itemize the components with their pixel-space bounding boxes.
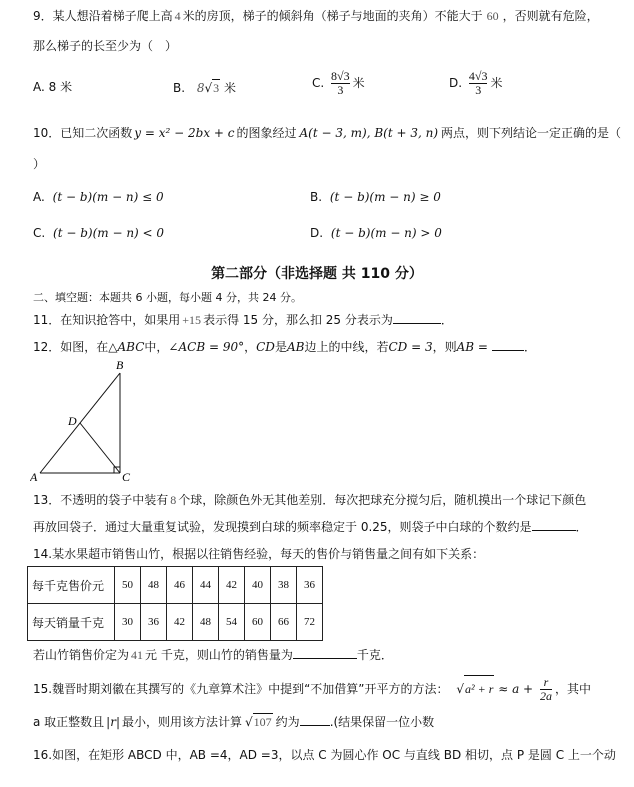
table-cell: 50 xyxy=(115,567,141,604)
q9-line1: 9．某人想沿着梯子爬上高 4 米的房顶，梯子的倾斜角（梯子与地面的夹角）不能大于 60 ，否则就有危险， xyxy=(33,9,599,23)
q10-line1: 10．已知二次函数 y = x² − 2bx + c 的图象经过 A(t − 3, m), B(t + 3, n) 两点，则下列结论一定正确的是（ xyxy=(33,126,622,140)
q10-option-a[interactable]: A. (t − b)(m − n) ≤ 0 xyxy=(33,190,164,204)
table-row xyxy=(28,567,323,604)
q15-line1: 15.魏晋时期刘徽在其撰写的《九章算术注》中提到“不加借算”开平方的方法： √a² + r ≈ a + $\frac{r}{2a}$ ，其中 xyxy=(33,675,591,703)
q9-option-d-fraction: $\frac{4√3}{3}$ xyxy=(468,69,488,97)
q15-line2: a 取正整数且 |r| 最小，则用该方法计算 √107 约为 .(结果保留一位小数 xyxy=(33,715,435,729)
table-cell: 42 xyxy=(167,604,193,641)
label-d: D xyxy=(68,414,77,428)
table-cell: 48 xyxy=(193,604,219,641)
table-cell: 40 xyxy=(245,567,271,604)
q9-option-c[interactable]: C. $\frac{8√3}{3}$ 米 xyxy=(312,69,365,97)
section-heading: 第二部分（非选择题 共 110 分） xyxy=(211,266,423,282)
row-header-sales: 每天销量千克 xyxy=(28,604,115,641)
table-cell: 66 xyxy=(271,604,297,641)
q13-answer-blank[interactable] xyxy=(532,519,576,531)
q14-answer-blank[interactable] xyxy=(293,647,357,659)
table-cell: 38 xyxy=(271,567,297,604)
q10-function: y = x² − 2bx + c xyxy=(134,126,235,140)
q14-intro: 14.某水果超市销售山竹，根据以往销售经验，每天的售价与销售量之间有如下关系： xyxy=(33,547,485,561)
label-b: B xyxy=(116,358,124,372)
q12-triangle-figure xyxy=(30,355,140,485)
q12-answer-blank[interactable] xyxy=(492,339,524,351)
table-cell: 54 xyxy=(219,604,245,641)
q13-line1: 13．不透明的袋子中装有 8 个球，除颜色外无其他差别．每次把球充分搅匀后，随机摸出一个球记下颜色 xyxy=(33,493,587,507)
q16-line: 16.如图，在矩形 ABCD 中，AB =4，AD =3，以点 C 为圆心作 OC 与直线 BD 相切，点 P 是圆 C 上一个动 xyxy=(33,748,616,762)
table-cell: 30 xyxy=(115,604,141,641)
table-cell: 36 xyxy=(297,567,323,604)
q9-option-d[interactable]: D. $\frac{4√3}{3}$ 米 xyxy=(449,69,503,97)
q9-height: 4 xyxy=(174,9,181,23)
q14-price-sales-table xyxy=(27,566,323,641)
q10-option-d[interactable]: D. (t − b)(m − n) > 0 xyxy=(310,226,442,240)
table-cell: 42 xyxy=(219,567,245,604)
q9-line2: 那么梯子的长至少为（ ） xyxy=(33,39,178,53)
q9-option-b[interactable]: B. 8√3 米 xyxy=(173,81,237,95)
q10-option-c[interactable]: C. (t − b)(m − n) < 0 xyxy=(33,226,165,240)
q15-answer-blank[interactable] xyxy=(300,714,330,726)
q9-option-c-fraction: $\frac{8√3}{3}$ xyxy=(331,69,350,97)
median-cd xyxy=(80,423,120,473)
table-cell: 48 xyxy=(141,567,167,604)
row-header-price: 每千克售价元 xyxy=(28,567,115,604)
q9-option-a[interactable]: A. 8 米 xyxy=(33,80,73,94)
section-subheading: 二、填空题：本题共 6 小题，每小题 4 分，共 24 分。 xyxy=(33,291,302,304)
table-row xyxy=(28,604,323,641)
q10-line2: ） xyxy=(33,157,46,171)
q15-fraction: $\frac{r}{2a}$ xyxy=(539,675,552,703)
q11-answer-blank[interactable] xyxy=(393,312,441,324)
table-cell: 72 xyxy=(297,604,323,641)
table-cell: 46 xyxy=(167,567,193,604)
q15-radicand: a² + r xyxy=(464,675,494,702)
q12-line: 12．如图，在△ABC中，∠ACB = 90°，CD是AB边上的中线，若CD = 3，则AB = ． xyxy=(33,340,536,354)
q11-line: 11．在知识抢答中，如果用 +15 表示得 15 分，那么扣 25 分表示为 ． xyxy=(33,313,453,327)
label-c: C xyxy=(122,470,131,484)
q14-tail: 若山竹销售价定为 41 元 千克，则山竹的销售量为 千克． xyxy=(33,648,393,662)
q10-points: A(t − 3, m), B(t + 3, n) xyxy=(299,126,439,140)
table-cell: 44 xyxy=(193,567,219,604)
q9-angle: 60 xyxy=(486,9,499,23)
table-cell: 36 xyxy=(141,604,167,641)
q13-line2: 再放回袋子．通过大量重复试验，发现摸到白球的频率稳定于 0.25，则袋子中白球的个数约是 ． xyxy=(33,520,588,534)
q10-option-b[interactable]: B. (t − b)(m − n) ≥ 0 xyxy=(310,190,441,204)
table-cell: 60 xyxy=(245,604,271,641)
label-a: A xyxy=(30,470,38,484)
